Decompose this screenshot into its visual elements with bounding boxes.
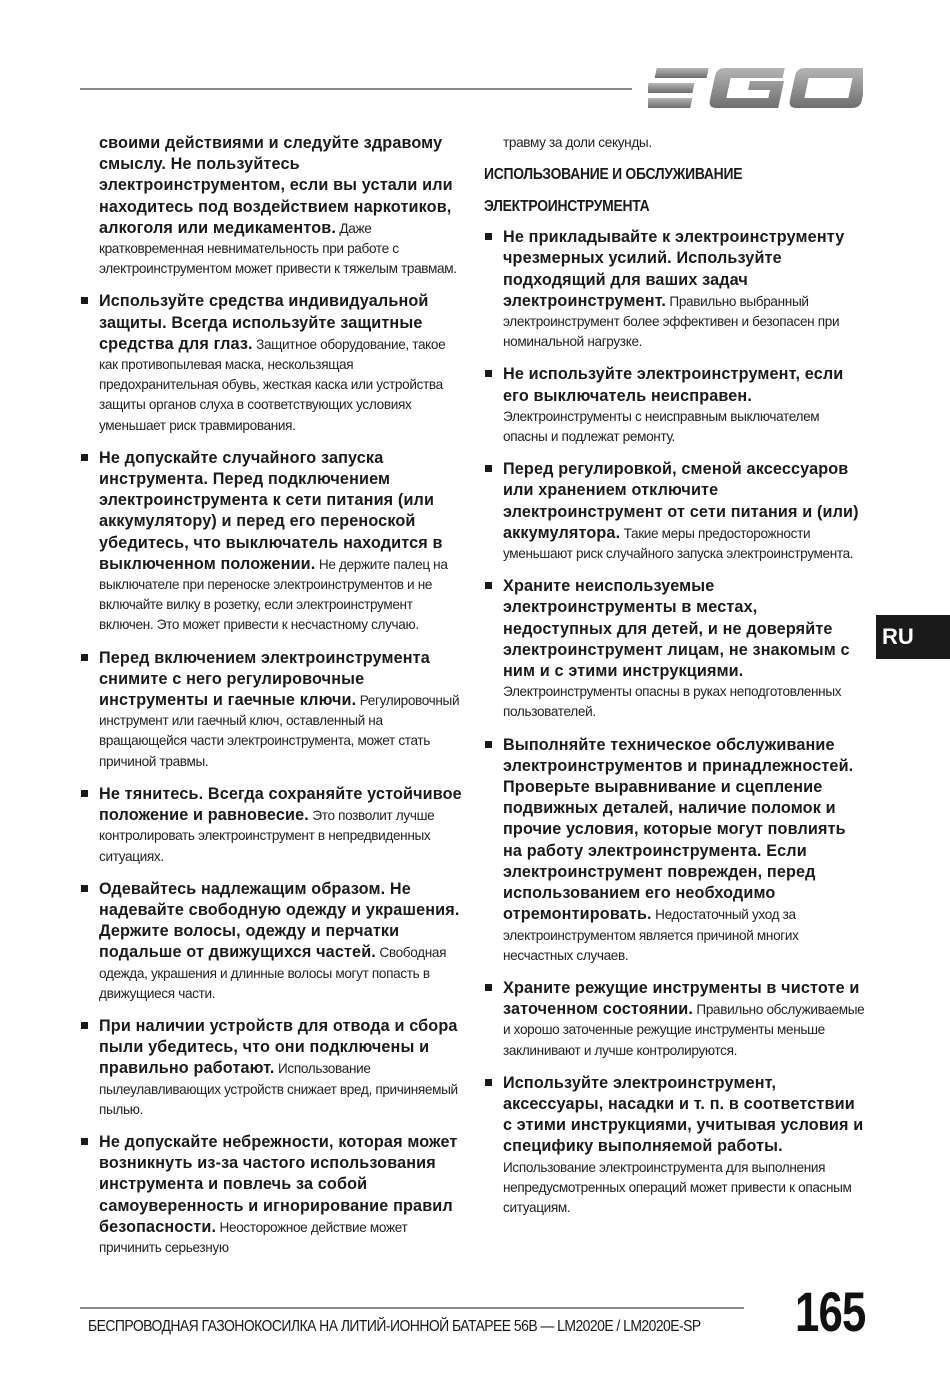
item-normal-text: Использование электроинструмента для выполнения непредусмотренных операций может привести к опасным ситуациям. (503, 1159, 852, 1215)
item-bold-text: Используйте электроинструмент, аксессуары, насадки и т. п. в соответствии с этими инструкциями, учитывая условия и специфику выполняемой работы. (503, 1073, 864, 1156)
right-column (484, 133, 866, 1230)
list-item (484, 459, 866, 564)
item-bold-text: Перед регулировкой, сменой аксессуаров или хранением отключите электроинструмент от сети питания и (или) аккумулятора. (503, 460, 859, 542)
list-item (484, 978, 866, 1061)
item-bold-text: Выполняйте техническое обслуживание электроинструментов и принадлежностей. Проверьте выравнивание и сцепление подвижных деталей, наличие поломок и прочие условия, которые могут повлиять на работу электроинструмента. Если электроинструмент поврежден, перед использованием его необходимо отремонтировать. (503, 735, 854, 924)
item-bold-text: Не используйте электроинструмент, если его выключатель неисправен. (503, 365, 844, 405)
list-item (80, 648, 462, 772)
ego-logo (648, 62, 863, 114)
item-bold-text: Одевайтесь надлежащим образом. Не надевайте свободную одежду и украшения. Держите волосы, одежду и перчатки подальше от движущихся частей. (99, 879, 460, 962)
list-item (484, 576, 866, 722)
item-normal-text: Регулировочный инструмент или гаечный ключ, оставленный на вращающейся части электроинструмента, может стать причиной травмы. (99, 693, 460, 769)
bullet-icon (81, 454, 88, 461)
item-normal-text: Неосторожное действие может причинить серьезную (99, 1219, 408, 1255)
item-bold-text: При наличии устройств для отвода и сбора пыли убедитесь, что они подключены и правильно работают. (99, 1016, 458, 1078)
list-item (484, 227, 866, 352)
list-item (484, 1073, 866, 1218)
list-item (484, 364, 866, 447)
list-item (80, 1016, 462, 1120)
continuation-text (484, 133, 866, 153)
list-item (80, 784, 462, 867)
header-rule (80, 88, 632, 90)
item-bold-text: Не прикладывайте к электроинструменту чрезмерных усилий. Используйте подходящий для ваших задач электроинструмент. (503, 228, 845, 310)
bullet-icon (485, 1079, 492, 1086)
item-normal-text: Такие меры предосторожности уменьшают риск случайного запуска электроинструмента. (503, 525, 854, 562)
item-bold-text: Не тянитесь. Всегда сохраняйте устойчивое положение и равновесие. (99, 784, 462, 825)
bullet-icon (485, 370, 492, 377)
item-normal-text: Не держите палец на выключателе при переноске электроинструментов и не включайте вилку в розетку, если электроинструмент включен. Это может привести к несчастному случаю. (99, 556, 448, 633)
section-title-line1: ИСПОЛЬЗОВАНИЕ И ОБСЛУЖИВАНИЕ (484, 166, 743, 184)
bullet-icon (81, 654, 88, 661)
continuation-normal-text: травму за доли секунды. (503, 135, 652, 150)
bullet-icon (81, 1022, 88, 1029)
bullet-icon (81, 885, 88, 892)
bullet-icon (485, 233, 492, 240)
list-item (484, 735, 866, 966)
item-normal-text: Защитное оборудование, такое как противопылевая маска, нескользящая предохранительная обувь, жесткая каска или устройства защиты органов слуха в соответствующих условиях уменьшает риск травмирования. (99, 336, 446, 433)
footer-rule (80, 1307, 744, 1309)
item-bold-text: Не допускайте случайного запуска инструмента. Перед подключением электроинструмента к сети питания (или аккумулятору) и перед его переноской убедитесь, что выключатель находится в выключенном положении. (99, 448, 443, 573)
bullet-icon (485, 984, 492, 991)
item-normal-text: Использование пылеулавливающих устройств снижает вред, причиняемый пылью. (99, 1061, 458, 1117)
item-bold-text: Используйте средства индивидуальной защиты. Всегда используйте защитные средства для глаз. (99, 292, 429, 353)
list-item (80, 1132, 462, 1258)
left-column (80, 133, 462, 1270)
language-tab: RU (876, 615, 950, 659)
bullet-icon (485, 582, 492, 589)
footer-title: БЕСПРОВОДНАЯ ГАЗОНОКОСИЛКА НА ЛИТИЙ-ИОННОЙ БАТАРЕЕ 56В — LM2020E / LM2020E-SP (88, 1318, 701, 1335)
bullet-icon (81, 297, 88, 304)
item-bold-text: Храните неиспользуемые электроинструменты в местах, недоступных для детей, и не доверяйте электроинструмент лицам, не знакомым с ним и с этими инструкциями. (503, 577, 850, 681)
page-number: 165 (795, 1280, 866, 1343)
item-bold-text: Не допускайте небрежности, которая может возникнуть из-за частого использования инструмента и повлечь за собой самоуверенность и игнорирование правил безопасности. (99, 1132, 458, 1236)
section-title-line2: ЭЛЕКТРОИНСТРУМЕНТА (484, 198, 650, 216)
item-normal-text: Даже кратковременная невнимательность при работе с электроинструментом может привести к тяжелым травмам. (99, 220, 457, 277)
item-bold-text: Храните режущие инструменты в чистоте и заточенном состоянии. (503, 978, 860, 1019)
list-item (80, 879, 462, 1004)
item-normal-text: Электроинструменты с неисправным выключателем опасны и подлежат ремонту. (503, 408, 820, 445)
item-normal-text: Правильно обслуживаемые и хорошо заточенные режущие инструменты меньше заклинивают и лучше контролируются. (503, 1002, 865, 1058)
bullet-icon (485, 465, 492, 472)
list-item (80, 448, 462, 636)
item-normal-text: Недостаточный уход за электроинструментом является причиной многих несчастных случаев. (503, 907, 799, 963)
bullet-icon (81, 1138, 88, 1145)
list-item (80, 291, 462, 435)
item-normal-text: Свободная одежда, украшения и длинные волосы могут попасть в движущиеся части. (99, 945, 447, 1001)
bullet-icon (485, 741, 492, 748)
item-normal-text: Электроинструменты опасны в руках неподготовленных пользователей. (503, 684, 842, 720)
bullet-icon (81, 790, 88, 797)
item-bold-text: Перед включением электроинструмента снимите с него регулировочные инструменты и гаечные ключи. (99, 648, 430, 710)
list-item (80, 133, 462, 279)
item-normal-text: Правильно выбранный электроинструмент более эффективен и безопасен при номинальной нагрузке. (503, 293, 840, 350)
item-bold-text: своими действиями и следуйте здравому смыслу. Не пользуйтесь электроинструментом, если вы устали или находитесь под воздействием наркотиков, алкоголя или медикаментов. (99, 134, 453, 237)
item-normal-text: Это позволит лучше контролировать электроинструмент в непредвиденных ситуациях. (99, 808, 435, 864)
